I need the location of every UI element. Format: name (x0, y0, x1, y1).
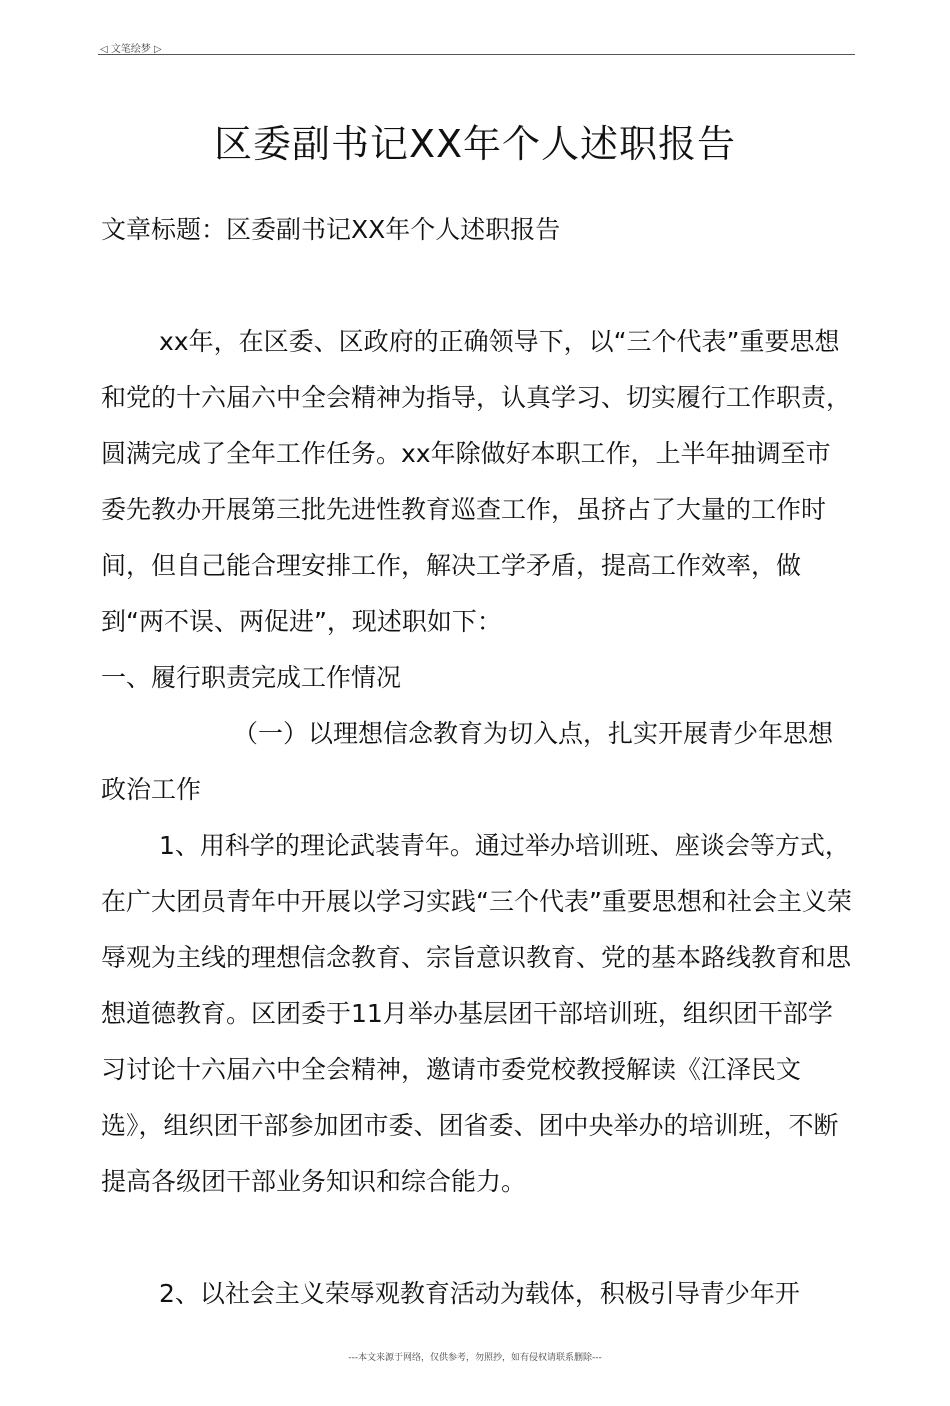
document-title: 区委副书记XX年个人述职报告 (213, 122, 737, 167)
document-body (101, 202, 853, 1322)
header-divider (98, 54, 855, 55)
subsection-heading: （一）以理想信念教育为切入点，扎实开展青少年思想政治工作 (101, 719, 834, 804)
section-heading: 一、履行职责完成工作情况 (101, 663, 402, 692)
footer-note: ---本文来源于网络，仅供参考，勿照抄，如有侵权请联系删除--- (348, 1353, 602, 1363)
header-note: ◁ 文笔绘梦 ▷ (100, 44, 162, 55)
paragraph-item-1: 1、用科学的理论武装青年。通过举办培训班、座谈会等方式，在广大团员青年中开展以学习实践“三个代表”重要思想和社会主义荣辱观为主线的理想信念教育、宗旨意识教育、党的基本路线教育和思想道德教育。区团委于11月举办基层团干部培训班，组织团干部学习讨论十六届六中全会精神，邀请市委党校教授解读《江泽民文选》，组织团干部参加团市委、团省委、团中央举办的培训班，不断提高各级团干部业务知识和综合能力。 (101, 831, 852, 1196)
paragraph-intro: xx年，在区委、区政府的正确领导下，以“三个代表”重要思想和党的十六届六中全会精神为指导，认真学习、切实履行工作职责，圆满完成了全年工作任务。xx年除做好本职工作，上半年抽调至市委先教办开展第三批先进性教育巡查工作，虽挤占了大量的工作时间，但自己能合理安排工作，解决工学矛盾，提高工作效率，做到“两不误、两促进”，现述职如下： (101, 327, 852, 636)
paragraph-item-2: 2、以社会主义荣辱观教育活动为载体，积极引导青少年开 (159, 1279, 800, 1308)
article-title-label: 文章标题：区委副书记XX年个人述职报告 (101, 215, 561, 244)
